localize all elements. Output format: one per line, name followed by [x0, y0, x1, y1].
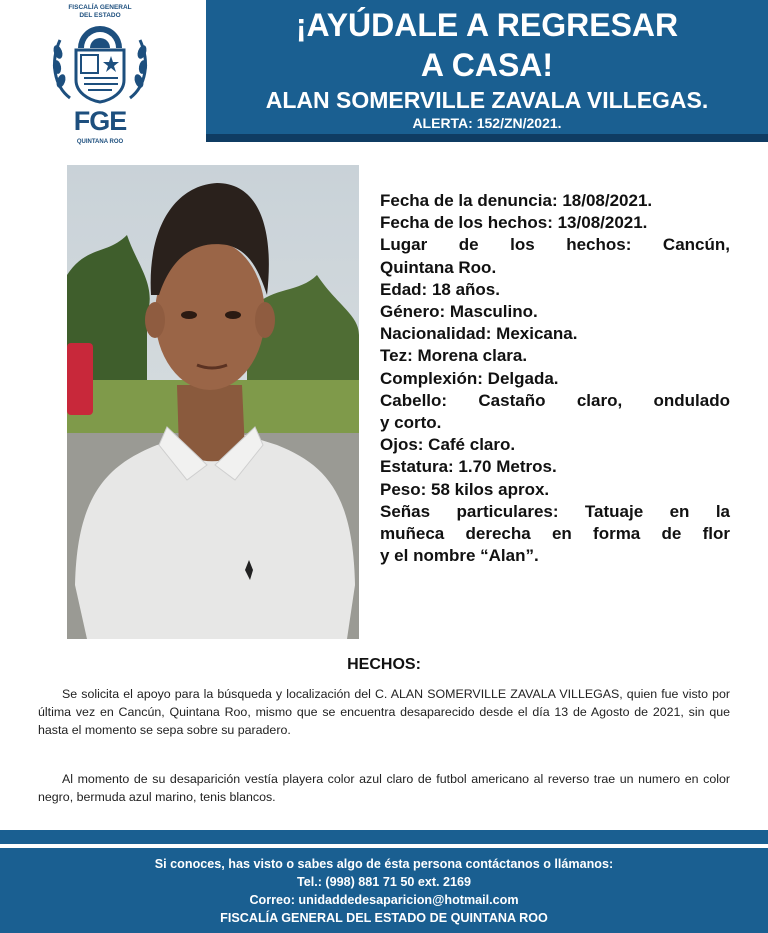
logo-acronym: FGE [73, 106, 127, 136]
alert-number: ALERTA: 152/ZN/2021. [412, 115, 562, 131]
logo-top-line2: DEL ESTADO [79, 12, 121, 19]
detail-line: Ojos: Café claro. [380, 435, 516, 455]
footer-agency: FISCALÍA GENERAL DEL ESTADO DE QUINTANA ROO [220, 911, 548, 925]
detail-line: Complexión: Delgada. [380, 368, 559, 388]
detail-line: y el nombre “Alan”. [380, 546, 539, 566]
detail-line: Peso: 58 kilos aprox. [380, 479, 550, 499]
detail-line: Quintana Roo. [380, 257, 497, 277]
coat-of-arms-icon [48, 22, 152, 106]
detail-line: Nacionalidad: Mexicana. [380, 324, 578, 344]
hechos-paragraph-1: Se solicita el apoyo para la búsqueda y localización del C. ALAN SOMERVILLE ZAVALA VILLEGAS, quien fue visto por última vez en Cancún, Quintana Roo, mismo que se encuentra desaparecido desde el día 13 de Agosto de 2021, sin que hasta el momento se sepa sobre su paradero. [38, 687, 730, 737]
detail-line: Fecha de los hechos: 13/08/2021. [380, 213, 648, 233]
detail-line: Estatura: 1.70 Metros. [380, 457, 557, 477]
person-photo [67, 165, 359, 639]
detail-line: y corto. [380, 413, 442, 433]
footer-phone: Tel.: (998) 881 71 50 ext. 2169 [296, 875, 472, 889]
logo-state: QUINTANA ROO [76, 139, 124, 145]
detail-line: Señas particulares: Tatuaje en la [380, 501, 730, 521]
person-details [380, 190, 730, 567]
detail-line: Tez: Morena clara. [380, 346, 528, 366]
detail-line: Cabello: Castaño claro, ondulado [380, 390, 730, 410]
hechos-heading: HECHOS: [347, 656, 421, 673]
person-name: ALAN SOMERVILLE ZAVALA VILLEGAS. [265, 87, 709, 113]
fge-logo [30, 4, 170, 150]
detail-line: Género: Masculino. [380, 302, 538, 322]
detail-line: Edad: 18 años. [380, 279, 500, 299]
title-line2: A CASA! [420, 47, 554, 83]
header-underline [206, 134, 768, 142]
hechos-paragraph-2: Al momento de su desaparición vestía playera color azul claro de futbol americano al reverso trae un numero en color negro, bermuda azul marino, tenis blancos. [38, 772, 730, 804]
footer-top-bar [0, 830, 768, 844]
logo-top-line1: FISCALÍA GENERAL [68, 4, 132, 11]
portrait-illustration [67, 165, 359, 639]
footer-line1: Si conoces, has visto o sabes algo de ésta persona contáctanos o llámanos: [154, 857, 614, 871]
title-line1: ¡AYÚDALE A REGRESAR [295, 7, 679, 43]
footer-email: Correo: unidaddedesaparicion@hotmail.com [249, 893, 519, 907]
detail-line: Lugar de los hechos: Cancún, [380, 235, 730, 255]
footer-contact [0, 848, 768, 933]
detail-line: muñeca derecha en forma de flor [380, 524, 730, 544]
detail-line: Fecha de la denuncia: 18/08/2021. [380, 191, 653, 210]
